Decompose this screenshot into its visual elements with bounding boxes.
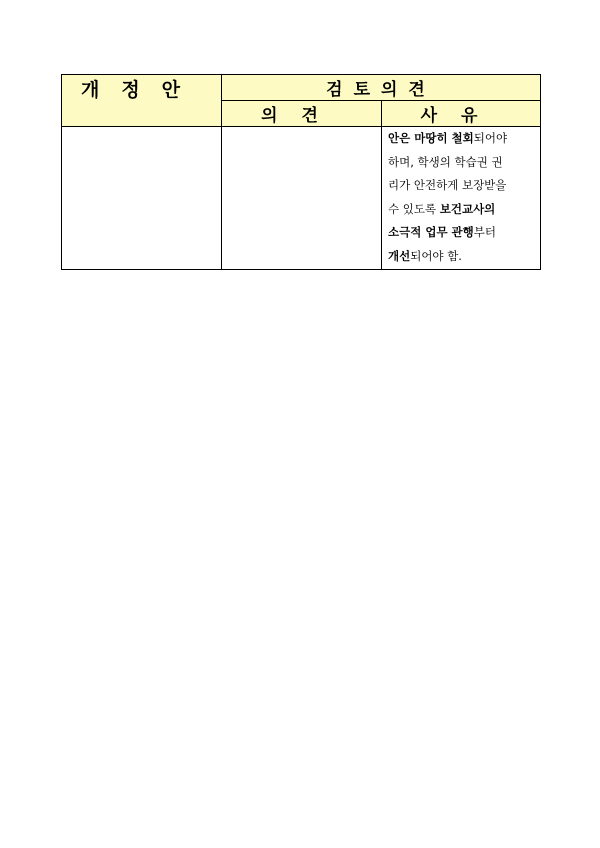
header-reason: 사유: [382, 101, 541, 127]
reason-emphasis: 보건교사의: [439, 201, 496, 216]
reason-emphasis: 소극적 업무 관행: [388, 225, 474, 240]
header-opinion: 의견: [222, 101, 382, 127]
reason-line: [388, 127, 536, 151]
reason-emphasis: 안은 마땅히 철회: [388, 131, 474, 145]
opinion-cell: [222, 127, 382, 270]
reason-line: [388, 221, 536, 245]
header-proposal: 개정안: [62, 75, 222, 127]
reason-cell: [382, 127, 541, 270]
reason-fragment: 되어야: [473, 131, 508, 145]
proposal-cell: [62, 127, 222, 270]
reason-text: [382, 127, 540, 269]
reason-fragment: 하며, 학생의 학습권 권: [388, 154, 503, 169]
reason-fragment: 수 있도록: [388, 201, 440, 216]
reason-fragment: 부터: [473, 225, 496, 240]
reason-line: [388, 198, 536, 222]
review-table: [61, 74, 541, 270]
header-review-opinion: 검토의견: [222, 75, 541, 101]
reason-line: [388, 245, 536, 269]
reason-line: [388, 174, 536, 198]
reason-line: [388, 151, 536, 175]
reason-fragment: 되어야 함.: [410, 248, 462, 263]
reason-emphasis: 개선: [388, 248, 411, 263]
reason-fragment: 리가 안전하게 보장받을: [388, 178, 507, 193]
